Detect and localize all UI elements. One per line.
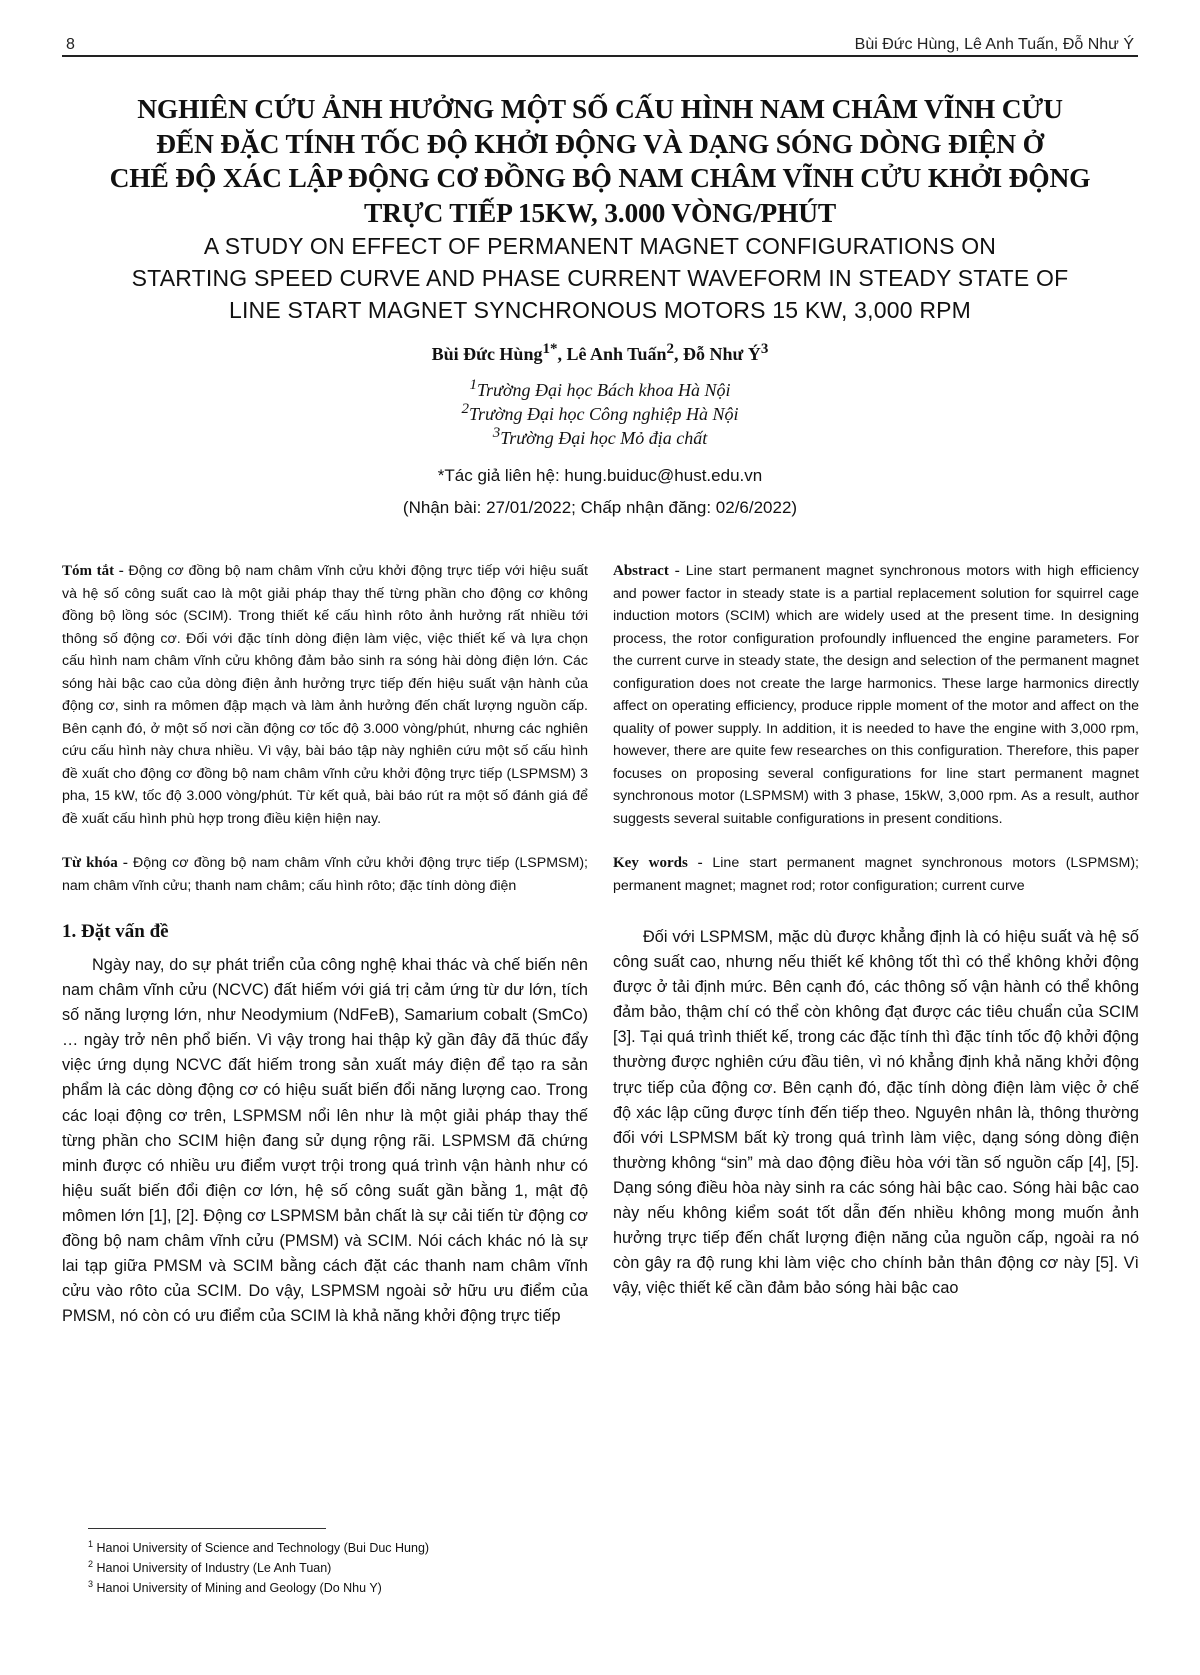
keywords-en (613, 852, 1139, 897)
author-sup: 2 (666, 341, 675, 357)
page-number: 8 (66, 36, 75, 53)
footnote-text: Hanoi University of Industry (Le Anh Tuan) (96, 1561, 332, 1575)
title-en-line: LINE START MAGNET SYNCHRONOUS MOTORS 15 KW, 3,000 RPM (228, 297, 972, 323)
footnote-text: Hanoi University of Mining and Geology (Do Nhu Y) (96, 1581, 382, 1595)
title-en-line: STARTING SPEED CURVE AND PHASE CURRENT WAVEFORM IN STEADY STATE OF (131, 265, 1069, 291)
keywords-en-label: Key words - (613, 855, 713, 871)
title-english (60, 230, 1140, 326)
body-paragraph-1: Ngày nay, do sự phát triển của công nghệ khai thác và chế biến nên nam châm vĩnh cửu (NCVC) đất hiếm với giá trị cảm ứng từ dư lớn, tích số năng lượng lớn, như Neodymium (NdFeB), Samarium cobalt (SmCo) … ngày trở nên phổ biến. Vì vậy trong hai thập kỷ gần đây đã thúc đẩy việc ứng dụng NCVC đất hiếm trong sản xuất máy điện để tạo ra sản phẩm là các dòng động cơ có hiệu suất biến đổi năng lượng cao. Trong các loại động cơ trên, LSPMSM nổi lên như là một giải pháp thay thế từng phần cho SCIM hiện đang sử dụng rộng rãi. LSPMSM đã chứng minh được có nhiều ưu điểm vượt trội trong quá trình vận hành như có hiệu suất biến đổi điện cơ lớn, hệ số công suất gần bằng 1, mật độ mômen lớn [1], [2]. Động cơ LSPMSM bản chất là sự cải tiến từ động cơ đồng bộ nam châm vĩnh cửu (PMSM) và SCIM. Nói cách khác nó là sự lai tạp giữa PMSM và SCIM bằng cách đặt các thanh nam châm vĩnh cửu vào rôto của SCIM. Do vậy, LSPMSM ngoài sở hữu ưu điểm của PMSM, nó còn có ưu điểm của SCIM là khả năng khởi động trực tiếp (62, 956, 588, 1326)
author-separator: , (674, 344, 684, 364)
affiliation (100, 402, 1100, 426)
footnote-text: Hanoi University of Science and Technology (Bui Duc Hung) (96, 1541, 430, 1555)
corresponding-author: *Tác giả liên hệ: hung.buiduc@hust.edu.vn (437, 466, 763, 485)
footnote (88, 1538, 588, 1558)
title-vi-line: NGHIÊN CỨU ẢNH HƯỞNG MỘT SỐ CẤU HÌNH NAM CHÂM VĨNH CỬU (137, 93, 1063, 124)
affiliation-name: Trường Đại học Công nghiệp Hà Nội (469, 404, 739, 424)
abstract-en-text: Line start permanent magnet synchronous motors with high efficiency and power factor in steady state is a partial replacement solution for squirrel cage induction motors (SCIM) which are widely used at the present time. In designing process, the rotor configuration profoundly influenced the engine parameters. For the current curve in steady state, the design and selection of the permanent magnet configuration does not create the large harmonics. These large harmonics directly affect on operating efficiency, produce ripple moment of the motor and affect on the quality of power supply. In addition, it is needed to have the engine with 3,000 rpm, however, there are quite few researches on this configuration. Therefore, this paper focuses on proposing several configurations for line start permanent magnet synchronous motor (LSPMSM) with 3 phase, 15kW, 3,000 rpm. As a result, author suggests several suitable configurations in present conditions. (613, 563, 1139, 827)
right-column (613, 560, 1139, 1301)
affiliations (100, 378, 1100, 450)
affiliation-sup: 2 (461, 401, 470, 417)
abstract-en-label: Abstract - (613, 563, 686, 579)
section-heading: 1. Đặt vấn đề (62, 921, 169, 942)
abstract-vi-text: Động cơ đồng bộ nam châm vĩnh cửu khởi động trực tiếp với hiệu suất và hệ số công suất cao là một giải pháp thay thế từng phần cho động cơ không đồng bộ lồng sóc (SCIM). Trong thiết kế cấu hình rôto ảnh hưởng rất nhiều tới thông số động cơ. Đối với đặc tính dòng điện làm việc, việc thiết kế và lựa chọn cấu hình nam châm vĩnh cửu không đảm bảo sinh ra sóng hài dòng điện lớn. Các sóng hài bậc cao của dòng điện ảnh hưởng trực tiếp đến hiệu suất vận hành của động cơ, sinh ra mômen đập mạch và làm ảnh hưởng đến chất lượng nguồn cấp. Bên cạnh đó, ở một số nơi cần động cơ tốc độ 3.000 vòng/phút, nhưng các nghiên cứu cấu hình này chưa nhiều. Vì vậy, bài báo tập này nghiên cứu một số cấu hình đề xuất cho động cơ đồng bộ nam châm vĩnh cửu khởi động trực tiếp (LSPMSM) 3 pha, 15 kW, tốc độ 3.000 vòng/phút. Từ kết quả, bài báo rút ra một số đánh giá để đề xuất cấu hình phù hợp trong điều kiện hiện nay. (62, 563, 588, 827)
abstract-vi-label: Tóm tắt - (62, 563, 129, 579)
title-vi-line: TRỰC TIẾP 15KW, 3.000 VÒNG/PHÚT (363, 196, 837, 228)
affiliation-name: Trường Đại học Bách khoa Hà Nội (477, 380, 731, 400)
affiliation-sup: 1 (469, 377, 478, 393)
footnote-sup: 1 (88, 1538, 94, 1549)
footnotes (88, 1538, 588, 1598)
affiliation (100, 378, 1100, 402)
running-authors: Bùi Đức Hùng, Lê Anh Tuấn, Đỗ Như Ý (854, 36, 1134, 53)
footnote (88, 1558, 588, 1578)
footnote-sup: 3 (88, 1578, 94, 1589)
keywords-vi (62, 852, 588, 897)
title-en-line: A STUDY ON EFFECT OF PERMANENT MAGNET CONFIGURATIONS ON (203, 233, 997, 259)
author-sup: 1* (542, 341, 558, 357)
affiliation-sup: 3 (492, 425, 501, 441)
footnote-sup: 2 (88, 1558, 94, 1569)
submission-dates: (Nhận bài: 27/01/2022; Chấp nhận đăng: 02/6/2022) (402, 498, 798, 517)
left-column (62, 560, 588, 1329)
title-vi-line: CHẾ ĐỘ XÁC LẬP ĐỘNG CƠ ĐỒNG BỘ NAM CHÂM VĨNH CỬU KHỞI ĐỘNG (109, 162, 1091, 193)
author-name: Lê Anh Tuấn (566, 344, 667, 364)
header-rule (62, 55, 1138, 57)
footnote-rule (88, 1528, 326, 1529)
author-name: Đỗ Như Ý (683, 344, 761, 364)
affiliation (100, 426, 1100, 450)
author-list (100, 341, 1100, 365)
affiliation-name: Trường Đại học Mỏ địa chất (500, 428, 708, 448)
keywords-vi-label: Từ khóa - (62, 855, 133, 871)
keywords-en-text: Line start permanent magnet synchronous motors (LSPMSM); permanent magnet; magnet rod; rotor configuration; current curve (613, 855, 1139, 894)
abstract-vi (62, 560, 588, 830)
author-separator: , (557, 344, 567, 364)
keywords-vi-text: Động cơ đồng bộ nam châm vĩnh cửu khởi động trực tiếp (LSPMSM); nam châm vĩnh cửu; thanh nam châm; cấu hình rôto; đặc tính dòng điện (62, 855, 588, 894)
footnote (88, 1578, 588, 1598)
title-vi-line: ĐẾN ĐẶC TÍNH TỐC ĐỘ KHỞI ĐỘNG VÀ DẠNG SÓNG DÒNG ĐIỆN Ở (156, 127, 1044, 159)
author-name: Bùi Đức Hùng (431, 344, 543, 364)
abstract-en (613, 560, 1139, 830)
body-paragraph-2: Đối với LSPMSM, mặc dù được khẳng định là có hiệu suất và hệ số công suất cao, nhưng nếu thiết kế không tốt thì có thể không khởi động được ở tải định mức. Bên cạnh đó, các thông số vận hành có thể không đảm bảo, thậm chí có thể còn không đạt được các tiêu chuẩn của SCIM [3]. Tại quá trình thiết kế, trong các đặc tính thì đặc tính tốc độ khởi động thường được nghiên cứu đầu tiên, vì nó khẳng định khả năng khởi động trực tiếp của động cơ. Bên cạnh đó, đặc tính dòng điện làm việc ở chế độ xác lập cũng được tính đến tiếp theo. Nguyên nhân là, thông thường đối với LSPMSM bất kỳ trong quá trình làm việc, dạng sóng dòng điện thường không “sin” mà dao động điều hòa với tần số nguồn cấp [4], [5]. Dạng sóng điều hòa này sinh ra các sóng hài bậc cao. Sóng hài bậc cao này nếu không kiểm soát tốt dẫn đến nhiều không mong muốn ảnh hưởng trực tiếp đến chất lượng điện năng của nguồn cấp, ngoài ra nó còn gây ra độ rung khi làm việc cho chính bản thân động cơ này [5]. Vì vậy, việc thiết kế cần đảm bảo sóng hài bậc cao (613, 928, 1139, 1298)
author-sup: 3 (760, 341, 769, 357)
title-vietnamese (70, 92, 1130, 230)
